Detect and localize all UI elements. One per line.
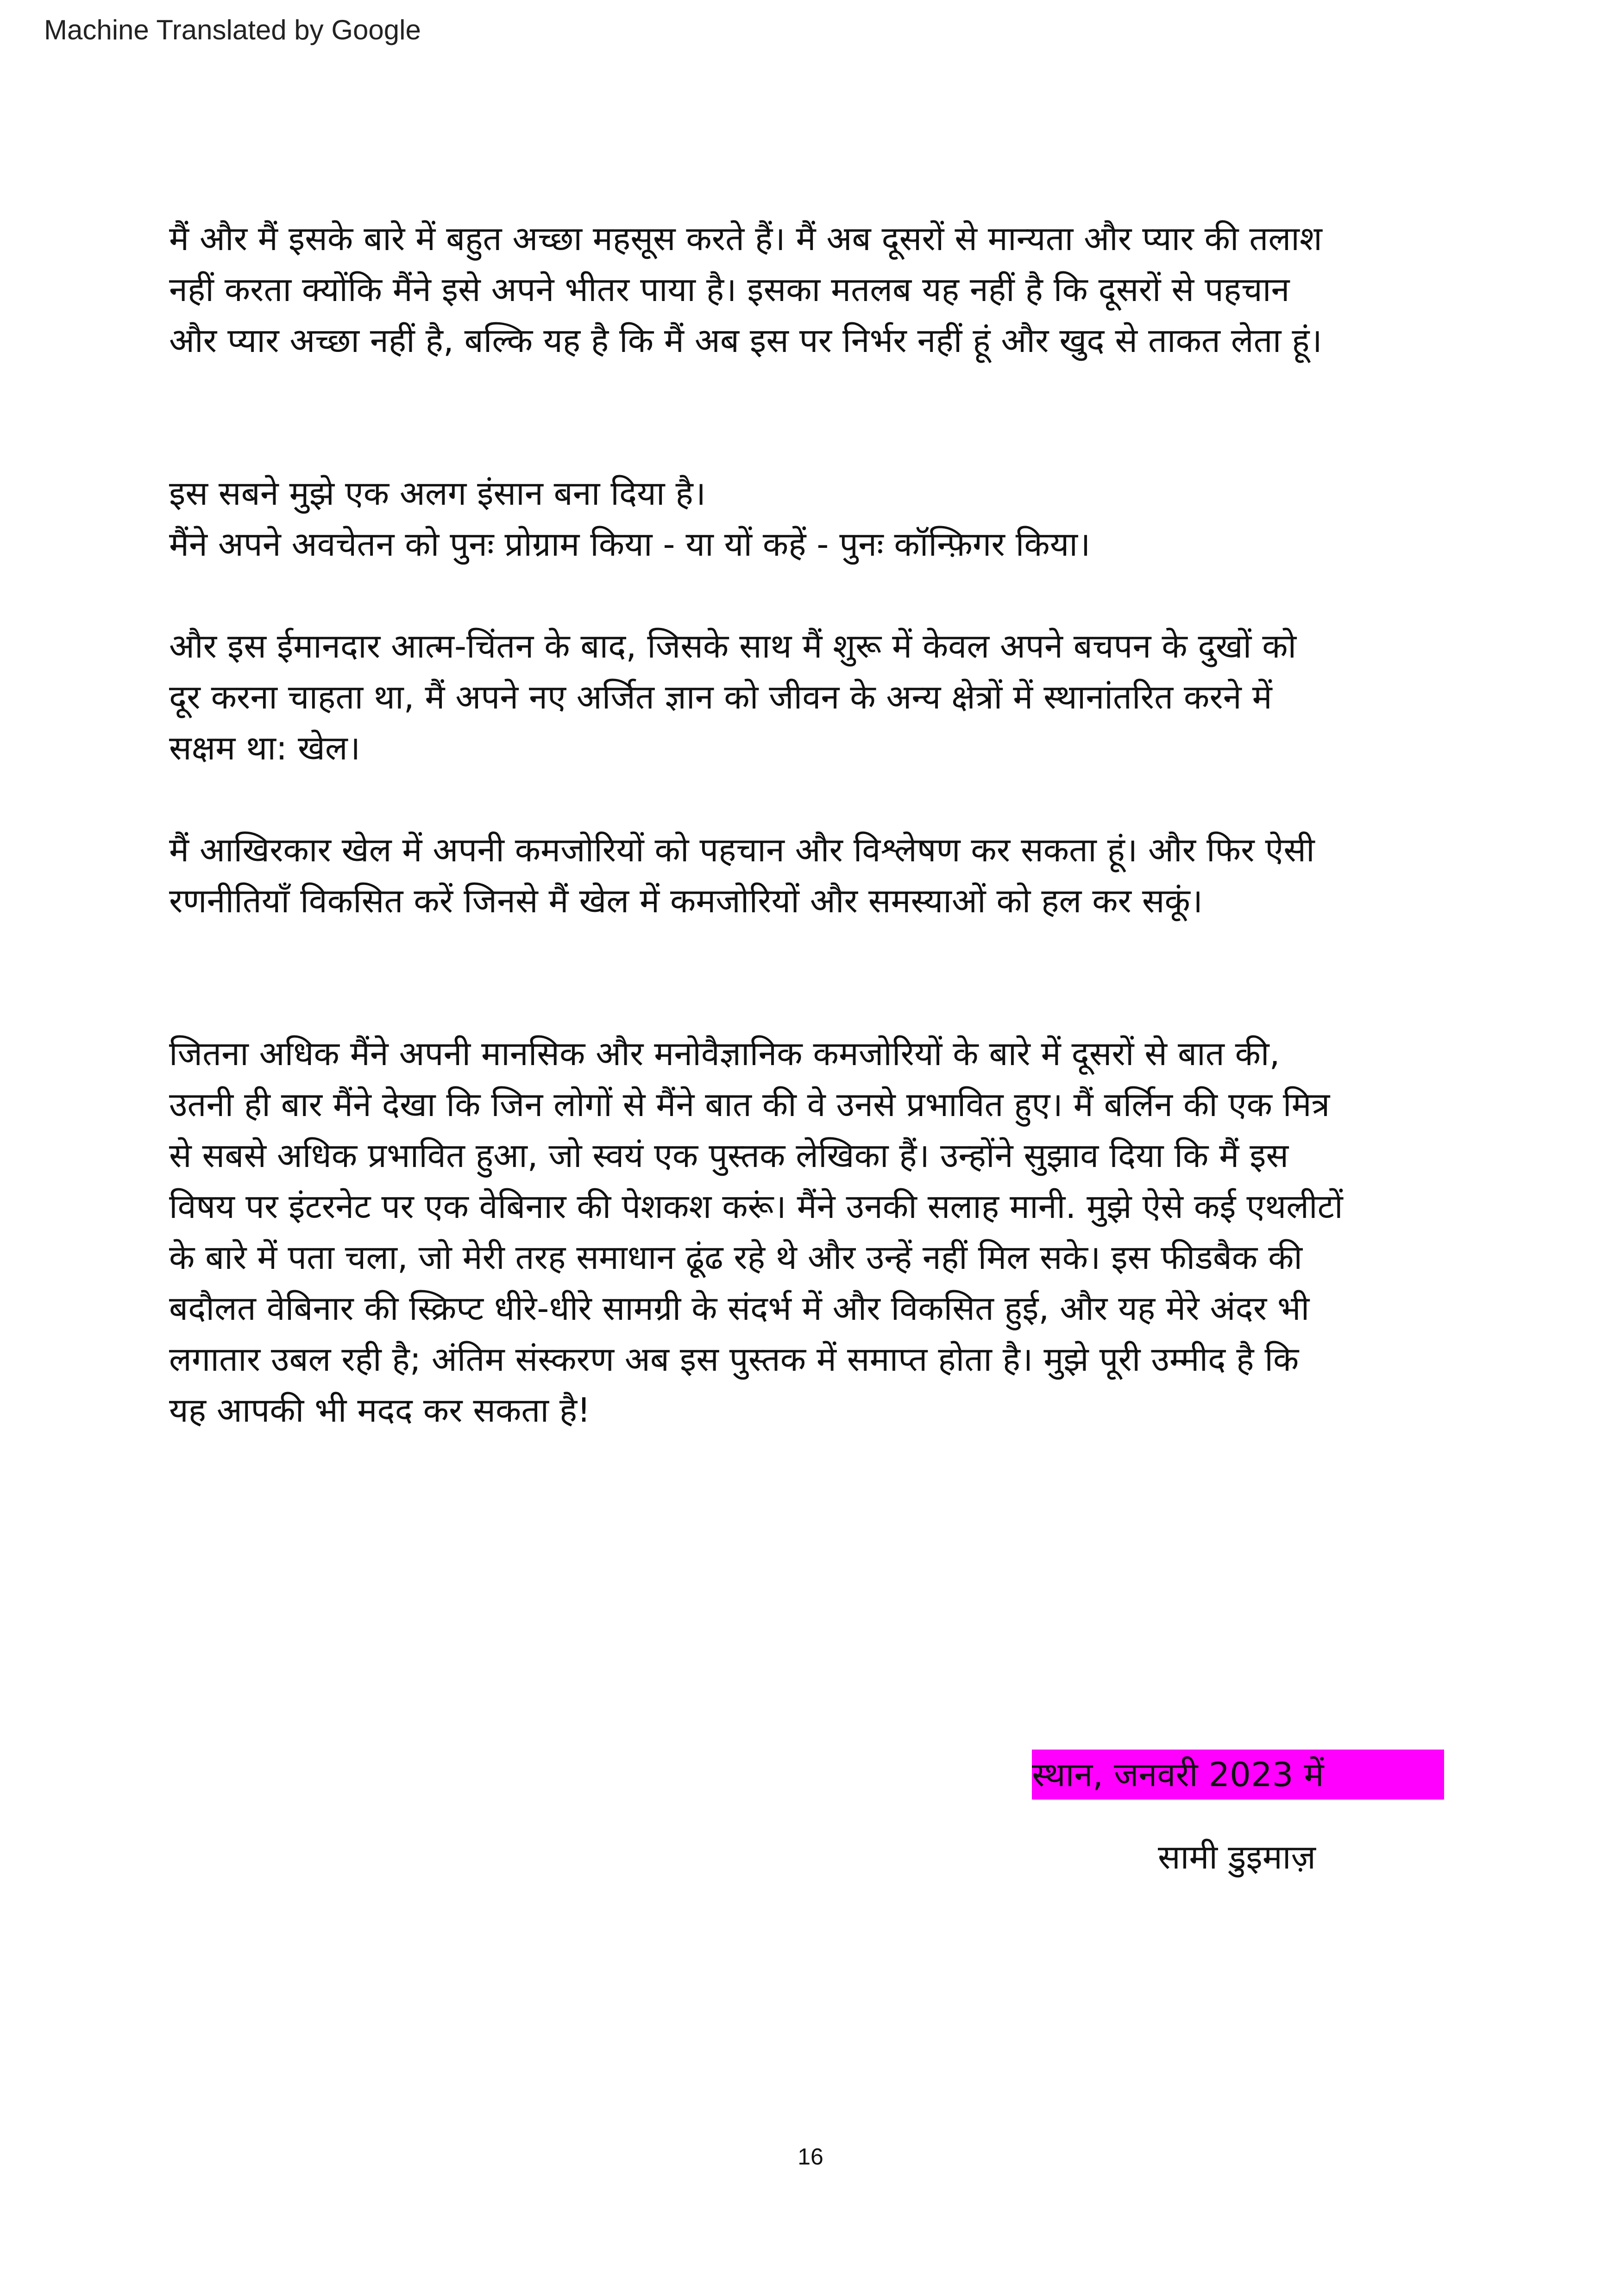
- document-body: [169, 213, 1466, 1436]
- paragraph-3: और इस ईमानदार आत्म-चिंतन के बाद, जिसके साथ मैं शुरू में केवल अपने बचपन के दुखों को दूर करना चाहता था, मैं अपने नए अर्जित ज्ञान को जीवन के अन्य क्षेत्रों में स्थानांतरित करने में सक्षम था: खेल।: [169, 627, 1297, 767]
- page-number: 16: [798, 2144, 823, 2170]
- machine-translation-note: Machine Translated by Google: [44, 14, 421, 45]
- paragraph-2: इस सबने मुझे एक अलग इंसान बना दिया है। मैंने अपने अवचेतन को पुनः प्रोग्राम किया - या यों कहें - पुनः कॉन्फ़िगर किया।: [169, 474, 1091, 564]
- paragraph-1: मैं और मैं इसके बारे में बहुत अच्छा महसूस करते हैं। मैं अब दूसरों से मान्यता और प्यार की तलाश नहीं करता क्योंकि मैंने इसे अपने भीतर पाया है। इसका मतलब यह नहीं है कि दूसरों से पहचान और प्यार अच्छा नहीं है, बल्कि यह है कि मैं अब इस पर निर्भर नहीं हूं और खुद से ताकत लेता हूं।: [169, 219, 1322, 360]
- place-date-highlight: स्थान, जनवरी 2023 में: [1032, 1750, 1444, 1800]
- paragraph-5: जितना अधिक मैंने अपनी मानसिक और मनोवैज्ञानिक कमजोरियों के बारे में दूसरों से बात की, उतनी ही बार मैंने देखा कि जिन लोगों से मैंने बात की वे उनसे प्रभावित हुए। मैं बर्लिन की एक मित्र से सबसे अधिक प्रभावित हुआ, जो स्वयं एक पुस्तक लेखिका हैं। उन्होंने सुझाव दिया कि मैं इस विषय पर इंटरनेट पर एक वेबिनार की पेशकश करूं। मैंने उनकी सलाह मानी. मुझे ऐसे कई एथलीटों के बारे में पता चला, जो मेरी तरह समाधान ढूंढ रहे थे और उन्हें नहीं मिल सके। इस फीडबैक की बदौलत वेबिनार की स्क्रिप्ट धीरे-धीरे सामग्री के संदर्भ में और विकसित हुई, और यह मेरे अंदर भी लगातार उबल रही है; अंतिम संस्करण अब इस पुस्तक में समाप्त होता है। मुझे पूरी उम्मीद है कि यह आपकी भी मदद कर सकता है!: [169, 1034, 1343, 1430]
- author-name: सामी डुइमाज़: [1158, 1838, 1316, 1876]
- paragraph-4: मैं आखिरकार खेल में अपनी कमजोरियों को पहचान और विश्लेषण कर सकता हूं। और फिर ऐसी रणनीतियाँ विकसित करें जिनसे मैं खेल में कमजोरियों और समस्याओं को हल कर सकूं।: [169, 830, 1315, 920]
